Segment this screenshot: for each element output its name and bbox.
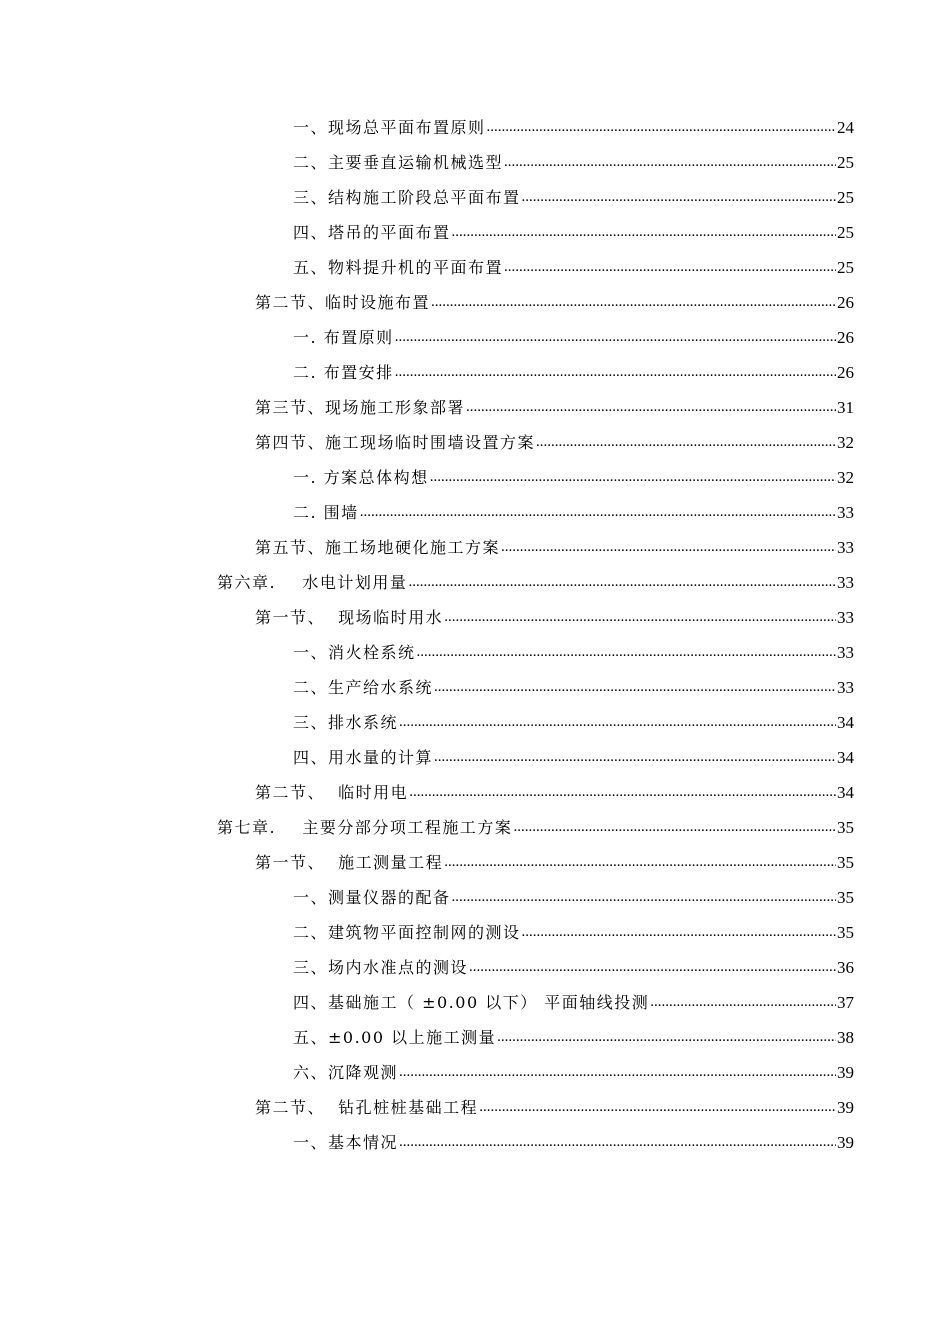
- toc-page-number: 39: [837, 1098, 854, 1117]
- toc-entry[interactable]: [0, 600, 950, 635]
- toc-leader-dots: [444, 600, 836, 635]
- toc-entry-title: 第五节、施工场地硬化施工方案: [255, 538, 501, 557]
- toc-page-number: 32: [837, 468, 854, 487]
- toc-leader-dots: [522, 915, 836, 950]
- toc-entry[interactable]: [0, 1125, 950, 1160]
- toc-page-number: 35: [837, 888, 854, 907]
- toc-leader-dots: [504, 145, 836, 180]
- toc-entry-title: 一、消火栓系统: [293, 643, 416, 662]
- toc-page-number: 39: [837, 1133, 854, 1152]
- toc-entry[interactable]: [0, 565, 950, 600]
- toc-leader-dots: [431, 285, 836, 320]
- toc-page-number: 34: [837, 713, 854, 732]
- toc-leader-dots: [417, 635, 836, 670]
- toc-page-number: 33: [837, 503, 854, 522]
- toc-entry-title: 第四节、施工现场临时围墙设置方案: [255, 433, 536, 452]
- toc-leader-dots: [504, 250, 836, 285]
- toc-leader-dots: [434, 670, 836, 705]
- toc-leader-dots: [444, 845, 836, 880]
- toc-page-number: 38: [837, 1028, 854, 1047]
- toc-entry-title: 五、±0.00 以上施工测量: [293, 1028, 497, 1047]
- toc-entry-title: 第六章. 水电计划用量: [217, 573, 408, 592]
- toc-entry[interactable]: [0, 1020, 950, 1055]
- toc-leader-dots: [409, 775, 836, 810]
- toc-leader-dots: [469, 950, 836, 985]
- toc-entry-title: 一、现场总平面布置原则: [293, 118, 486, 137]
- toc-leader-dots: [360, 495, 836, 530]
- toc-entry-title: 第三节、现场施工形象部署: [255, 398, 466, 417]
- toc-entry[interactable]: [0, 495, 950, 530]
- toc-entry-title: 六、沉降观测: [293, 1063, 399, 1082]
- toc-entry[interactable]: [0, 670, 950, 705]
- toc-page-number: 32: [837, 433, 854, 452]
- toc-entry-title: 一. 布置原则: [293, 328, 394, 347]
- toc-entry[interactable]: [0, 390, 950, 425]
- toc-entry[interactable]: [0, 950, 950, 985]
- toc-entry[interactable]: [0, 530, 950, 565]
- toc-entry-title: 四、用水量的计算: [293, 748, 434, 767]
- toc-entry-title: 三、排水系统: [293, 713, 399, 732]
- toc-leader-dots: [395, 320, 836, 355]
- toc-leader-dots: [466, 390, 836, 425]
- toc-entry[interactable]: [0, 285, 950, 320]
- toc-leader-dots: [399, 705, 836, 740]
- toc-entry[interactable]: [0, 320, 950, 355]
- toc-entry-title: 一. 方案总体构想: [293, 468, 429, 487]
- toc-leader-dots: [479, 1090, 836, 1125]
- toc-entry[interactable]: [0, 880, 950, 915]
- toc-leader-dots: [399, 1055, 836, 1090]
- toc-entry[interactable]: [0, 145, 950, 180]
- toc-page-number: 25: [837, 153, 854, 172]
- table-of-contents: [0, 110, 950, 1160]
- toc-entry-title: 四、塔吊的平面布置: [293, 223, 451, 242]
- toc-leader-dots: [536, 425, 836, 460]
- toc-page-number: 26: [837, 293, 854, 312]
- toc-page-number: 33: [837, 678, 854, 697]
- toc-entry[interactable]: [0, 705, 950, 740]
- toc-page-number: 33: [837, 573, 854, 592]
- toc-leader-dots: [395, 355, 836, 390]
- toc-entry-title: 五、物料提升机的平面布置: [293, 258, 504, 277]
- toc-entry[interactable]: [0, 740, 950, 775]
- toc-entry-title: 二、生产给水系统: [293, 678, 434, 697]
- toc-leader-dots: [487, 110, 836, 145]
- toc-leader-dots: [399, 1125, 836, 1160]
- toc-entry[interactable]: [0, 810, 950, 845]
- toc-page-number: 37: [837, 993, 854, 1012]
- toc-entry-title: 第一节、 现场临时用水: [255, 608, 444, 627]
- toc-entry-title: 四、基础施工（ ±0.00 以下） 平面轴线投测: [293, 993, 650, 1012]
- toc-page-number: 33: [837, 608, 854, 627]
- toc-entry-title: 二. 布置安排: [293, 363, 394, 382]
- toc-page-number: 35: [837, 853, 854, 872]
- toc-page-number: 36: [837, 958, 854, 977]
- toc-leader-dots: [430, 460, 836, 495]
- toc-leader-dots: [501, 530, 836, 565]
- toc-entry[interactable]: [0, 110, 950, 145]
- toc-page-number: 26: [837, 363, 854, 382]
- toc-entry[interactable]: [0, 915, 950, 950]
- toc-leader-dots: [513, 810, 836, 845]
- toc-entry[interactable]: [0, 1090, 950, 1125]
- toc-entry[interactable]: [0, 355, 950, 390]
- toc-entry-title: 二、主要垂直运输机械选型: [293, 153, 504, 172]
- toc-page-number: 33: [837, 538, 854, 557]
- toc-leader-dots: [650, 985, 836, 1020]
- toc-entry-title: 第七章. 主要分部分项工程施工方案: [217, 818, 513, 837]
- toc-page-number: 39: [837, 1063, 854, 1082]
- toc-entry[interactable]: [0, 425, 950, 460]
- toc-page-number: 35: [837, 923, 854, 942]
- toc-entry-title: 二. 围墙: [293, 503, 359, 522]
- toc-entry-title: 第二节、 临时用电: [255, 783, 409, 802]
- toc-leader-dots: [452, 880, 836, 915]
- toc-entry[interactable]: [0, 250, 950, 285]
- toc-leader-dots: [497, 1020, 836, 1055]
- toc-entry[interactable]: [0, 635, 950, 670]
- toc-page-number: 25: [837, 223, 854, 242]
- toc-leader-dots: [408, 565, 836, 600]
- toc-leader-dots: [434, 740, 836, 775]
- toc-page-number: 35: [837, 818, 854, 837]
- toc-entry-title: 一、基本情况: [293, 1133, 399, 1152]
- toc-page-number: 24: [837, 118, 854, 137]
- toc-entry[interactable]: [0, 1055, 950, 1090]
- toc-entry-title: 第二节、临时设施布置: [255, 293, 431, 312]
- toc-page-number: 31: [837, 398, 854, 417]
- toc-entry[interactable]: [0, 775, 950, 810]
- toc-page-number: 26: [837, 328, 854, 347]
- toc-entry[interactable]: [0, 985, 950, 1020]
- toc-entry[interactable]: [0, 215, 950, 250]
- toc-entry[interactable]: [0, 845, 950, 880]
- toc-leader-dots: [522, 180, 836, 215]
- toc-entry-title: 三、结构施工阶段总平面布置: [293, 188, 521, 207]
- toc-page-number: 33: [837, 643, 854, 662]
- toc-page-number: 34: [837, 748, 854, 767]
- toc-entry-title: 第一节、 施工测量工程: [255, 853, 444, 872]
- toc-page-number: 25: [837, 258, 854, 277]
- toc-entry-title: 第二节、 钻孔桩桩基础工程: [255, 1098, 479, 1117]
- toc-entry-title: 三、场内水准点的测设: [293, 958, 469, 977]
- toc-entry-title: 二、建筑物平面控制网的测设: [293, 923, 521, 942]
- toc-page-number: 34: [837, 783, 854, 802]
- toc-entry[interactable]: [0, 180, 950, 215]
- toc-entry[interactable]: [0, 460, 950, 495]
- toc-leader-dots: [452, 215, 836, 250]
- toc-page-number: 25: [837, 188, 854, 207]
- toc-entry-title: 一、测量仪器的配备: [293, 888, 451, 907]
